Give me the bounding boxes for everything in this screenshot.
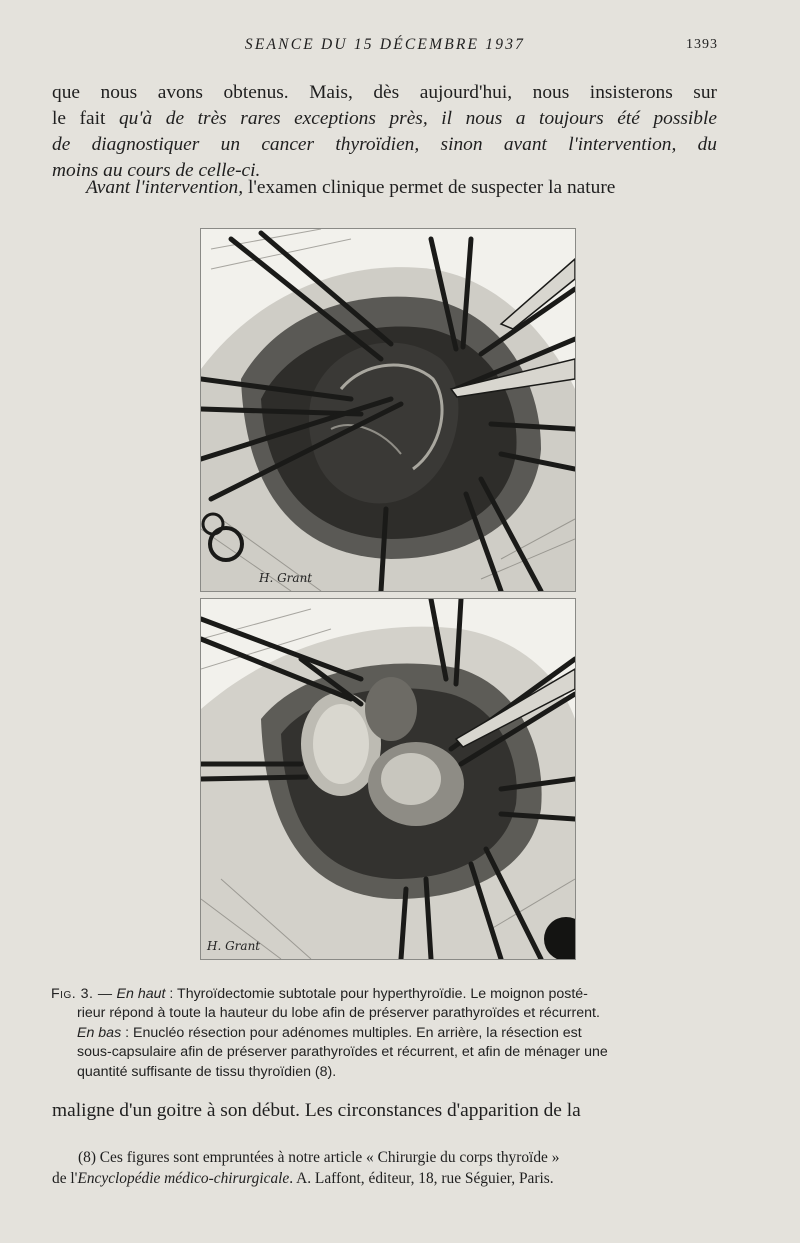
paragraph-1-line-4-italic: moins au cours de celle-ci. <box>52 160 261 181</box>
caption-line-1-text: : Thyroïdectomie subtotale pour hyperthyroïdie. Le moignon posté- <box>165 986 588 1002</box>
caption-line-1 <box>51 985 721 1004</box>
caption-line-3 <box>51 1024 721 1043</box>
page-number: 1393 <box>686 37 718 52</box>
footnote <box>52 1147 722 1189</box>
paragraph-3: maligne d'un goitre à son début. Les circonstances d'apparition de la <box>52 1100 581 1121</box>
figure-top-illustration <box>200 228 576 592</box>
caption-line-5: quantité suffisante de tissu thyroïdien (8). <box>77 1063 337 1080</box>
paragraph-1-line-2-roman: le fait <box>52 108 119 129</box>
caption-line-4: sous-capsulaire afin de préserver parathyroïdes et récurrent, et afin de ménager une <box>77 1044 608 1061</box>
figure-caption <box>51 985 721 1082</box>
paragraph-2 <box>52 175 717 201</box>
surgery-drawing-bottom <box>201 599 575 959</box>
footnote-line-2-a: de l' <box>52 1170 78 1187</box>
caption-bottom-label: En bas <box>77 1024 122 1041</box>
paragraph-2-roman: l'examen clinique permet de suspecter la nature <box>243 177 616 198</box>
caption-figure-label: Fig. 3. — <box>51 986 113 1002</box>
caption-top-label: En haut <box>116 986 166 1002</box>
footnote-line-2-b: . A. Laffont, éditeur, 18, rue Séguier, Paris. <box>289 1170 554 1187</box>
artist-signature-bottom: H. Grant <box>207 939 261 953</box>
artist-signature-top: H. Grant <box>259 571 313 585</box>
paragraph-1-line-3-italic: de diagnostiquer un cancer thyroïdien, sinon avant l'intervention, du <box>52 134 717 155</box>
footnote-line-1: (8) Ces figures sont empruntées à notre article « Chirurgie du corps thyroïde » <box>78 1149 560 1166</box>
paragraph-1-line-2 <box>52 106 717 132</box>
caption-line-2: rieur répond à toute la hauteur du lobe afin de préserver parathyroïdes et récurrent. <box>77 1005 600 1022</box>
paragraph-2-italic: Avant l'intervention, <box>86 177 244 198</box>
paragraph-1-line-2-italic: qu'à de très rares exceptions près, il nous a toujours été possible <box>118 108 717 129</box>
footnote-line-2 <box>52 1168 722 1189</box>
running-title: SEANCE DU 15 DÉCEMBRE 1937 <box>244 36 526 53</box>
surgery-drawing-top <box>201 229 575 591</box>
footnote-line-2-italic: Encyclopédie médico-chirurgicale <box>77 1170 290 1187</box>
paragraph-1-line-1: que nous avons obtenus. Mais, dès aujourd'hui, nous insisterons sur <box>52 82 717 103</box>
running-head <box>0 36 800 56</box>
caption-line-3-text: : Enucléo résection pour adénomes multiples. En arrière, la résection est <box>121 1024 582 1041</box>
figure-bottom-illustration <box>200 598 576 960</box>
paragraph-1-line-3 <box>52 132 717 158</box>
paragraph-1 <box>52 80 717 184</box>
